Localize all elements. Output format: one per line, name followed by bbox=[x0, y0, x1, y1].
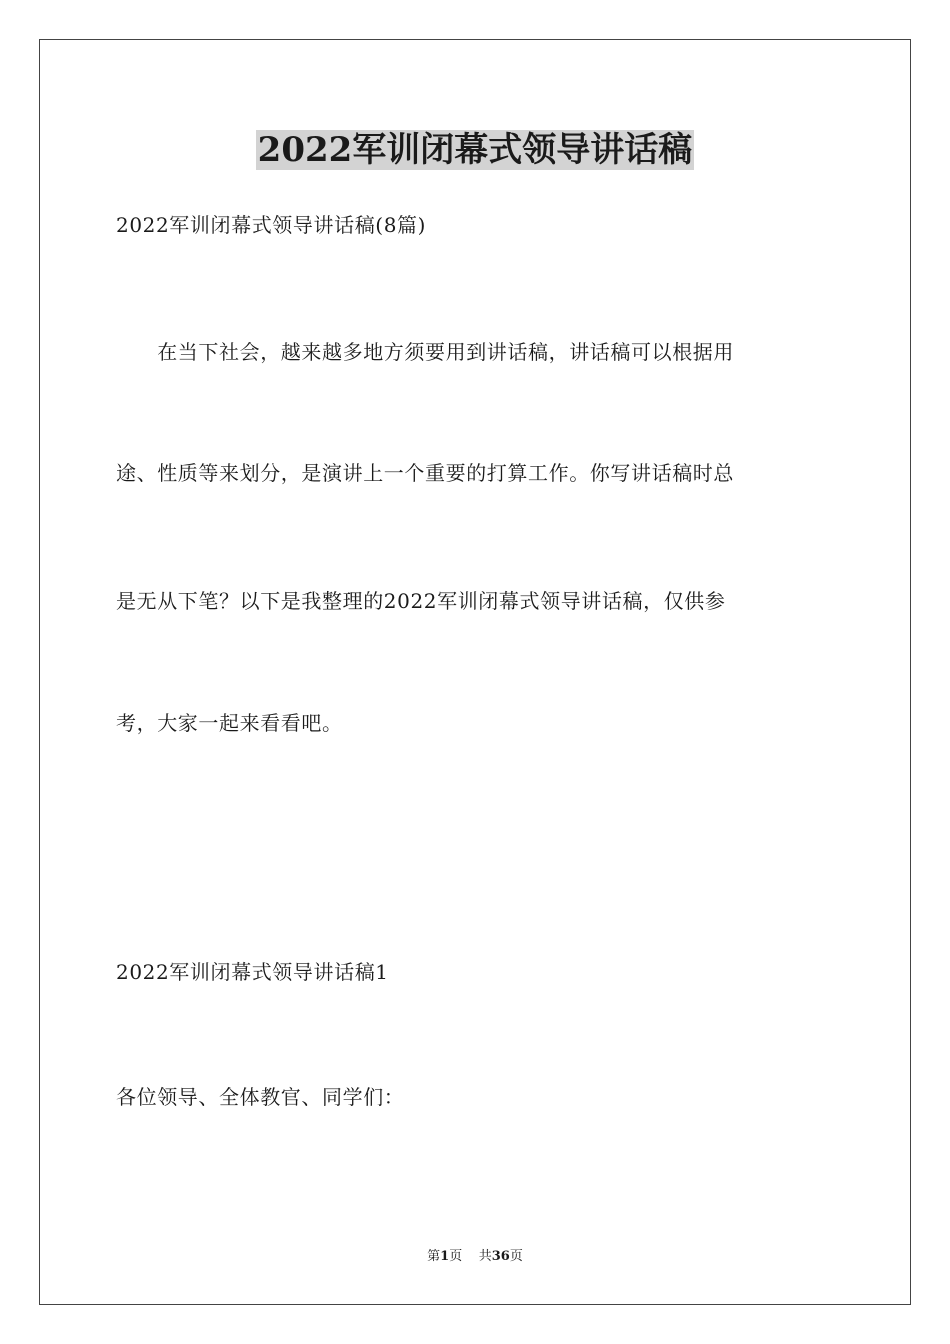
page-footer bbox=[0, 1248, 950, 1266]
footer-page-prefix: 第 bbox=[427, 1249, 441, 1264]
footer-total-pages: 36 bbox=[491, 1249, 510, 1264]
footer-total-suffix: 页 bbox=[509, 1249, 523, 1264]
footer-page-suffix: 页 bbox=[449, 1249, 463, 1264]
footer-page-number: 1 bbox=[440, 1249, 450, 1264]
intro-line-4: 考，大家一起来看看吧。 bbox=[116, 711, 343, 735]
section-heading: 2022军训闭幕式领导讲话稿1 bbox=[116, 960, 389, 984]
intro-line-3: 是无从下笔？以下是我整理的2022军训闭幕式领导讲话稿，仅供参 bbox=[116, 589, 726, 613]
intro-line-1: 在当下社会，越来越多地方须要用到讲话稿，讲话稿可以根据用 bbox=[116, 340, 734, 364]
document-subtitle: 2022军训闭幕式领导讲话稿(8篇) bbox=[116, 213, 427, 237]
salutation: 各位领导、全体教官、同学们： bbox=[116, 1085, 405, 1109]
document-title bbox=[0, 128, 950, 172]
intro-line-2: 途、性质等来划分，是演讲上一个重要的打算工作。你写讲话稿时总 bbox=[116, 461, 734, 485]
document-title-text: 2022军训闭幕式领导讲话稿 bbox=[257, 130, 693, 170]
footer-total-prefix: 共 bbox=[478, 1249, 492, 1264]
